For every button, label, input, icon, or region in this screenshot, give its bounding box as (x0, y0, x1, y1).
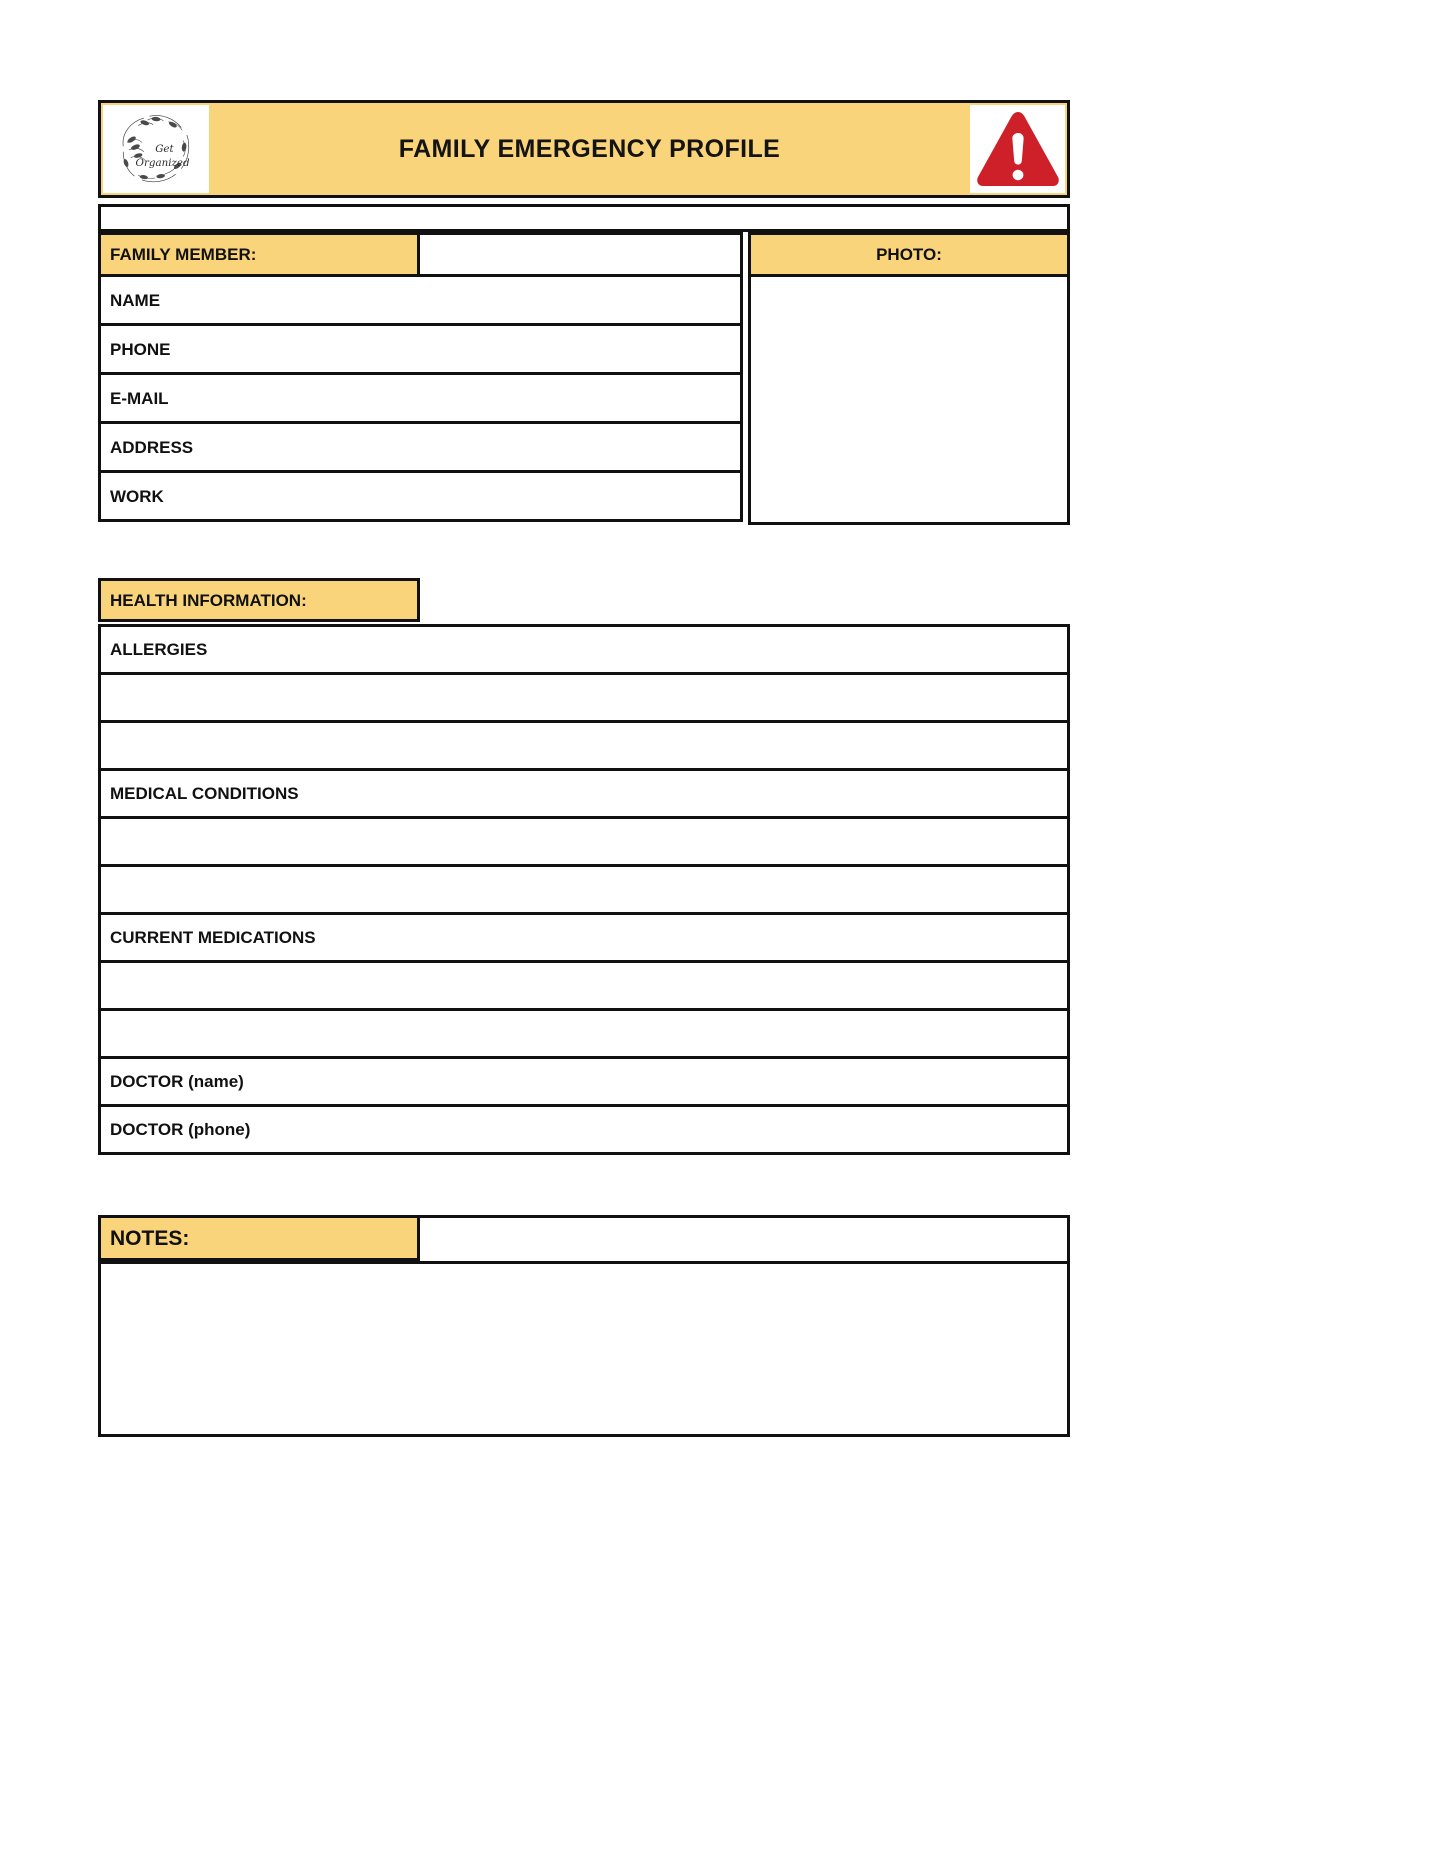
family-member-fields (98, 232, 743, 522)
field-label-address: ADDRESS (110, 437, 194, 457)
field-row-phone[interactable] (98, 326, 743, 375)
field-row-work[interactable] (98, 473, 743, 522)
health-row-current-medications-blank-1[interactable] (98, 963, 1070, 1011)
health-row-current-medications-blank-2[interactable] (98, 1011, 1070, 1059)
family-member-label-cell (98, 232, 420, 277)
health-row-allergies-blank-1[interactable] (98, 675, 1070, 723)
health-row-doctor-phone[interactable] (98, 1107, 1070, 1155)
page-title-container (209, 103, 970, 195)
notes-label: NOTES: (110, 1226, 190, 1250)
logo-line-1: Get (155, 142, 174, 155)
family-member-input[interactable] (420, 232, 743, 277)
photo-section (748, 232, 1070, 525)
field-label-phone: PHONE (110, 339, 171, 359)
document-header-band (98, 100, 1070, 198)
health-row-allergies[interactable] (98, 627, 1070, 675)
get-organized-logo (103, 105, 209, 193)
health-row-allergies-blank-2[interactable] (98, 723, 1070, 771)
page-title: FAMILY EMERGENCY PROFILE (398, 134, 781, 163)
header-spacer-row (98, 204, 1070, 232)
family-member-label: FAMILY MEMBER: (110, 245, 257, 264)
health-row-medical-conditions-blank-1[interactable] (98, 819, 1070, 867)
health-label-medical-conditions: MEDICAL CONDITIONS (110, 784, 299, 803)
warning-triangle-icon (975, 109, 1061, 189)
emergency-warning-container (970, 105, 1065, 193)
notes-textarea[interactable] (98, 1261, 1070, 1437)
field-label-name: NAME (110, 290, 161, 310)
health-tab-right-gap (420, 578, 1070, 624)
health-row-current-medications[interactable] (98, 915, 1070, 963)
family-member-section (98, 232, 1070, 525)
health-row-medical-conditions[interactable] (98, 771, 1070, 819)
health-label-current-medications: CURRENT MEDICATIONS (110, 928, 316, 947)
field-row-address[interactable] (98, 424, 743, 473)
notes-tab-right-gap (420, 1215, 1070, 1261)
field-row-email[interactable] (98, 375, 743, 424)
health-row-medical-conditions-blank-2[interactable] (98, 867, 1070, 915)
health-label-doctor-name: DOCTOR (name) (110, 1072, 244, 1091)
health-information-tab (98, 578, 420, 622)
notes-tab (98, 1215, 420, 1261)
field-label-work: WORK (110, 486, 164, 506)
photo-label: PHOTO: (876, 245, 942, 264)
health-row-doctor-name[interactable] (98, 1059, 1070, 1107)
health-label-allergies: ALLERGIES (110, 640, 208, 659)
photo-header-cell (748, 232, 1070, 277)
field-row-name[interactable] (98, 277, 743, 326)
health-information-table (98, 624, 1070, 1155)
field-label-email: E-MAIL (110, 388, 169, 408)
health-information-label: HEALTH INFORMATION: (110, 590, 307, 610)
health-label-doctor-phone: DOCTOR (phone) (110, 1120, 251, 1139)
botanical-wreath-icon (103, 105, 209, 193)
logo-line-2: Organized (135, 156, 190, 169)
family-member-header-row (98, 232, 743, 277)
photo-drop-area[interactable] (748, 277, 1070, 525)
